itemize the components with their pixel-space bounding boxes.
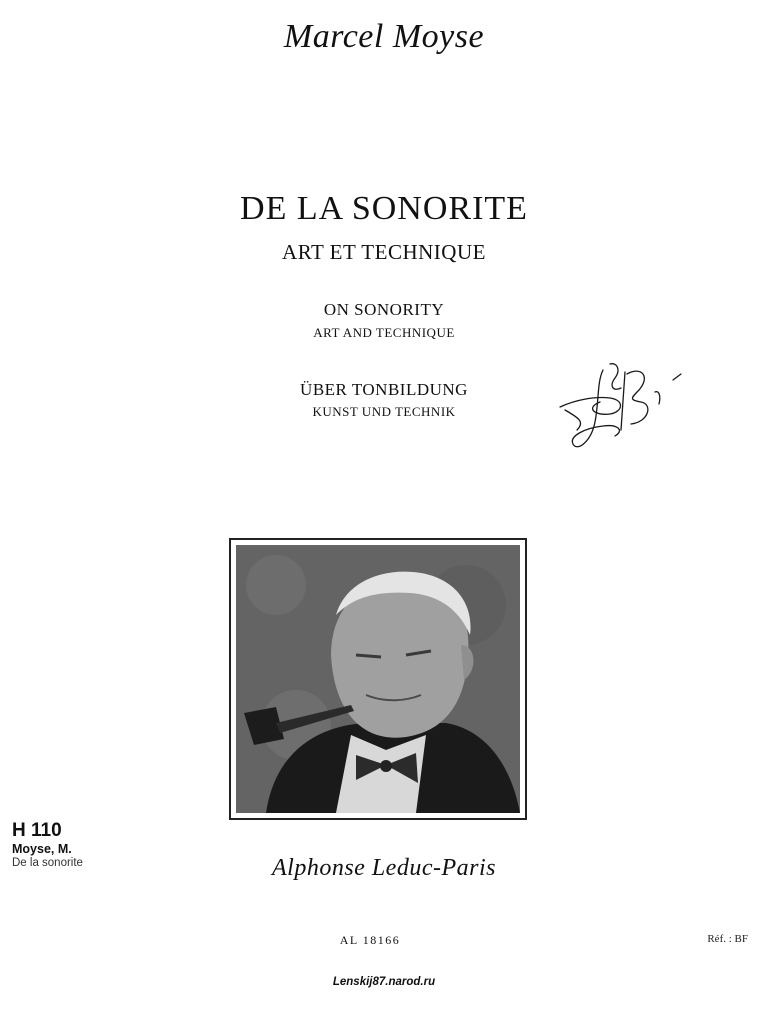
title-french: DE LA SONORITE [240,190,528,227]
website-link[interactable]: Lenskij87.narod.ru [332,976,436,988]
handwritten-signature [555,352,695,462]
subtitle-french: ART ET TECHNIQUE [282,240,486,264]
title-english: ON SONORITY [323,300,445,319]
plate-number: AL 18166 [339,933,401,947]
catalog-author: Moyse, M. [12,842,72,856]
reference-code: Réf. : BF [707,933,748,945]
portrait-photo-frame [229,538,527,820]
subtitle-german: KUNST UND TECHNIK [312,404,456,419]
publisher-name: Alphonse Leduc-Paris [272,855,496,881]
composer-name: Marcel Moyse [283,18,485,55]
catalog-code: H 110 [12,820,62,841]
catalog-work-title: De la sonorite [12,857,83,869]
portrait-photo [236,545,520,813]
title-german: ÜBER TONBILDUNG [300,380,468,399]
subtitle-english: ART AND TECHNIQUE [313,325,455,340]
